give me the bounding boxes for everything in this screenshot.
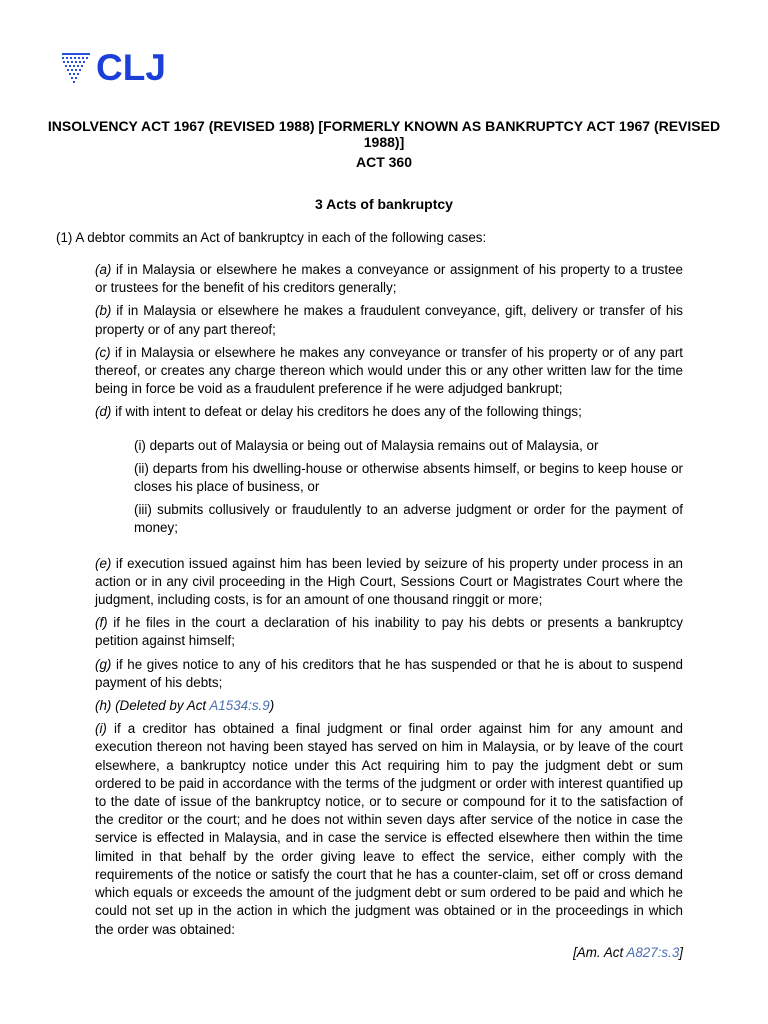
document-title: INSOLVENCY ACT 1967 (REVISED 1988) [FORMERLY KNOWN AS BANKRUPTCY ACT 1967 (REVISED 1988)] (47, 118, 721, 150)
amendment-link-a1534[interactable]: A1534:s.9 (209, 698, 270, 714)
amendment-prefix: [Am. Act (573, 944, 627, 960)
amendment-link-a827[interactable]: A827:s.3 (626, 944, 680, 960)
paragraph-d-subitems (134, 437, 683, 538)
paragraph-label: (h) (95, 698, 112, 714)
act-number: ACT 360 (355, 154, 413, 170)
cases-list (95, 261, 683, 962)
logo-text: CLJ (96, 47, 166, 88)
paragraph-label: (a) (95, 262, 112, 277)
paragraph-b (95, 302, 683, 338)
paragraph-h (95, 697, 683, 715)
paragraph-i (95, 720, 683, 938)
paragraph-text: if he gives notice to any of his creditors that he has suspended or that he is about to suspend payment of his debts; (95, 656, 683, 690)
paragraph-text: if in Malaysia or elsewhere he makes a conveyance or assignment of his property to a trustee or trustees for the benefit of his creditors generally; (95, 262, 683, 296)
paragraph-e (95, 555, 683, 610)
paragraph-label: (f) (95, 615, 108, 631)
paragraph-text: if a creditor has obtained a final judgment or final order against him for any amount and execution thereon not having been stayed has served on him in Malaysia, or by leave of the court elsewhere, a bankruptcy notice under this Act requiring him to pay the judgment debt or sum ordered to be paid in accordance with the terms of the judgment or order with interest quantified up to the date of issue of the bankruptcy notice, or to secure or compound for it to the satisfaction of the creditor or the court; and he does not within seven days after service of the notice in case the service is effected in Malaysia, and in case the service is effected elsewhere then within the time limited in that behalf by the order giving leave to effect the service, either comply with the requirements of the notice or satisfy the court that he has a counter-claim, set off or cross demand which equals or exceeds the amount of the judgment debt or sum ordered to be paid and which he could not set up in the action in which the judgment was obtained or in the proceedings in which the order was obtained: (95, 721, 683, 937)
paragraph-text: if with intent to defeat or delay his creditors he does any of the following things; (111, 404, 582, 420)
paragraph-text: if execution issued against him has been levied by seizure of his property under process in an action or in any civil proceeding in the High Court, Sessions Court or Magistrates Court where the judgment, including costs, is for an amount of one thousand ringgit or more; (95, 555, 683, 608)
subparagraph-ii: (ii) departs from his dwelling-house or otherwise absents himself, or begins to keep house or closes his place of business, or (134, 460, 683, 495)
paragraph-f (95, 614, 683, 650)
clj-logo (60, 47, 166, 88)
paragraph-text: if in Malaysia or elsewhere he makes a fraudulent conveyance, gift, delivery or transfer of his property or of any part thereof; (95, 303, 683, 337)
paragraph-label: (e) (95, 555, 112, 571)
paragraph-a (95, 261, 683, 297)
paragraph-label: (c) (95, 344, 111, 360)
subparagraph-i: (i) departs out of Malaysia or being out of Malaysia remains out of Malaysia, or (134, 437, 599, 453)
subparagraph-iii: (iii) submits collusively or fraudulently to an adverse judgment or order for the payment of money; (134, 502, 683, 536)
paragraph-label: (g) (95, 656, 112, 672)
paragraph-label: (b) (95, 303, 112, 319)
paragraph-g (95, 656, 683, 692)
deleted-note-suffix: ) (269, 698, 275, 714)
clj-columns-icon (60, 50, 92, 86)
amendment-suffix: ] (679, 944, 683, 960)
paragraph-text: if in Malaysia or elsewhere he makes any conveyance or transfer of his property or of any part thereof, or creates any charge thereon which would under this or any other written law for the time being in force be void as a fraudulent preference if he were adjudged bankrupt; (95, 344, 683, 397)
paragraph-c (95, 344, 683, 399)
paragraph-text: if he files in the court a declaration of his inability to pay his debts or presents a bankruptcy petition against himself; (95, 615, 683, 649)
paragraph-d (95, 403, 683, 421)
section-heading: 3 Acts of bankruptcy (315, 196, 453, 212)
intro-text: (1) A debtor commits an Act of bankruptcy in each of the following cases: (56, 230, 487, 245)
amendment-note (95, 944, 683, 962)
deleted-note-prefix: (Deleted by Act (111, 698, 210, 714)
paragraph-label: (i) (95, 721, 107, 737)
paragraph-label: (d) (95, 404, 112, 420)
